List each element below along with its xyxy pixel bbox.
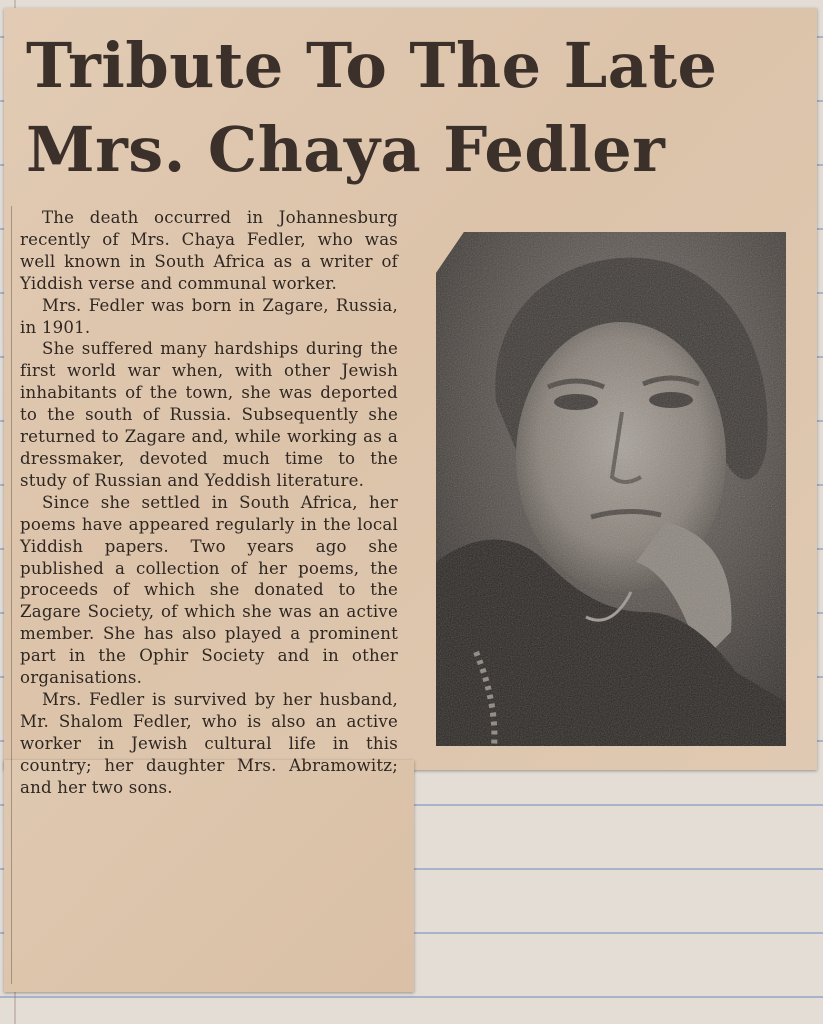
article-paragraph: She suffered many hardships during the first world war when, with other Jewish inhabitants of the town, she was deported to the south of Russia. Subsequently she returned to Zagare and, while working as a dressmaker, devoted much time to the study of Russian and Yeddish literature.: [20, 339, 398, 490]
article-paragraph: Mrs. Fedler is survived by her husband, Mr. Shalom Fedler, who is also an active worker in Jewish cultural life in this country; her daughter Mrs. Abramowitz; and her two sons.: [20, 689, 398, 797]
article-paragraph: The death occurred in Johannesburg recently of Mrs. Chaya Fedler, who was well known in South Africa as a writer of Yiddish verse and communal worker.: [20, 208, 398, 293]
portrait-illustration: [436, 232, 786, 746]
portrait-photo: [436, 232, 786, 746]
headline: [26, 24, 806, 192]
headline-line-2: Mrs. Chaya Fedler: [26, 113, 666, 186]
article-paragraph: Since she settled in South Africa, her poems have appeared regularly in the local Yiddish papers. Two years ago she published a collection of her poems, the proceeds of which she donated to the Zagare Society, of which she was an active member. She has also played a prominent part in the Ophir Society and in other organisations.: [20, 492, 398, 688]
column-rule: [11, 206, 12, 984]
article-body: [20, 207, 398, 798]
headline-line-1: Tribute To The Late: [26, 29, 718, 102]
article-paragraph: Mrs. Fedler was born in Zagare, Russia, in 1901.: [20, 295, 398, 337]
